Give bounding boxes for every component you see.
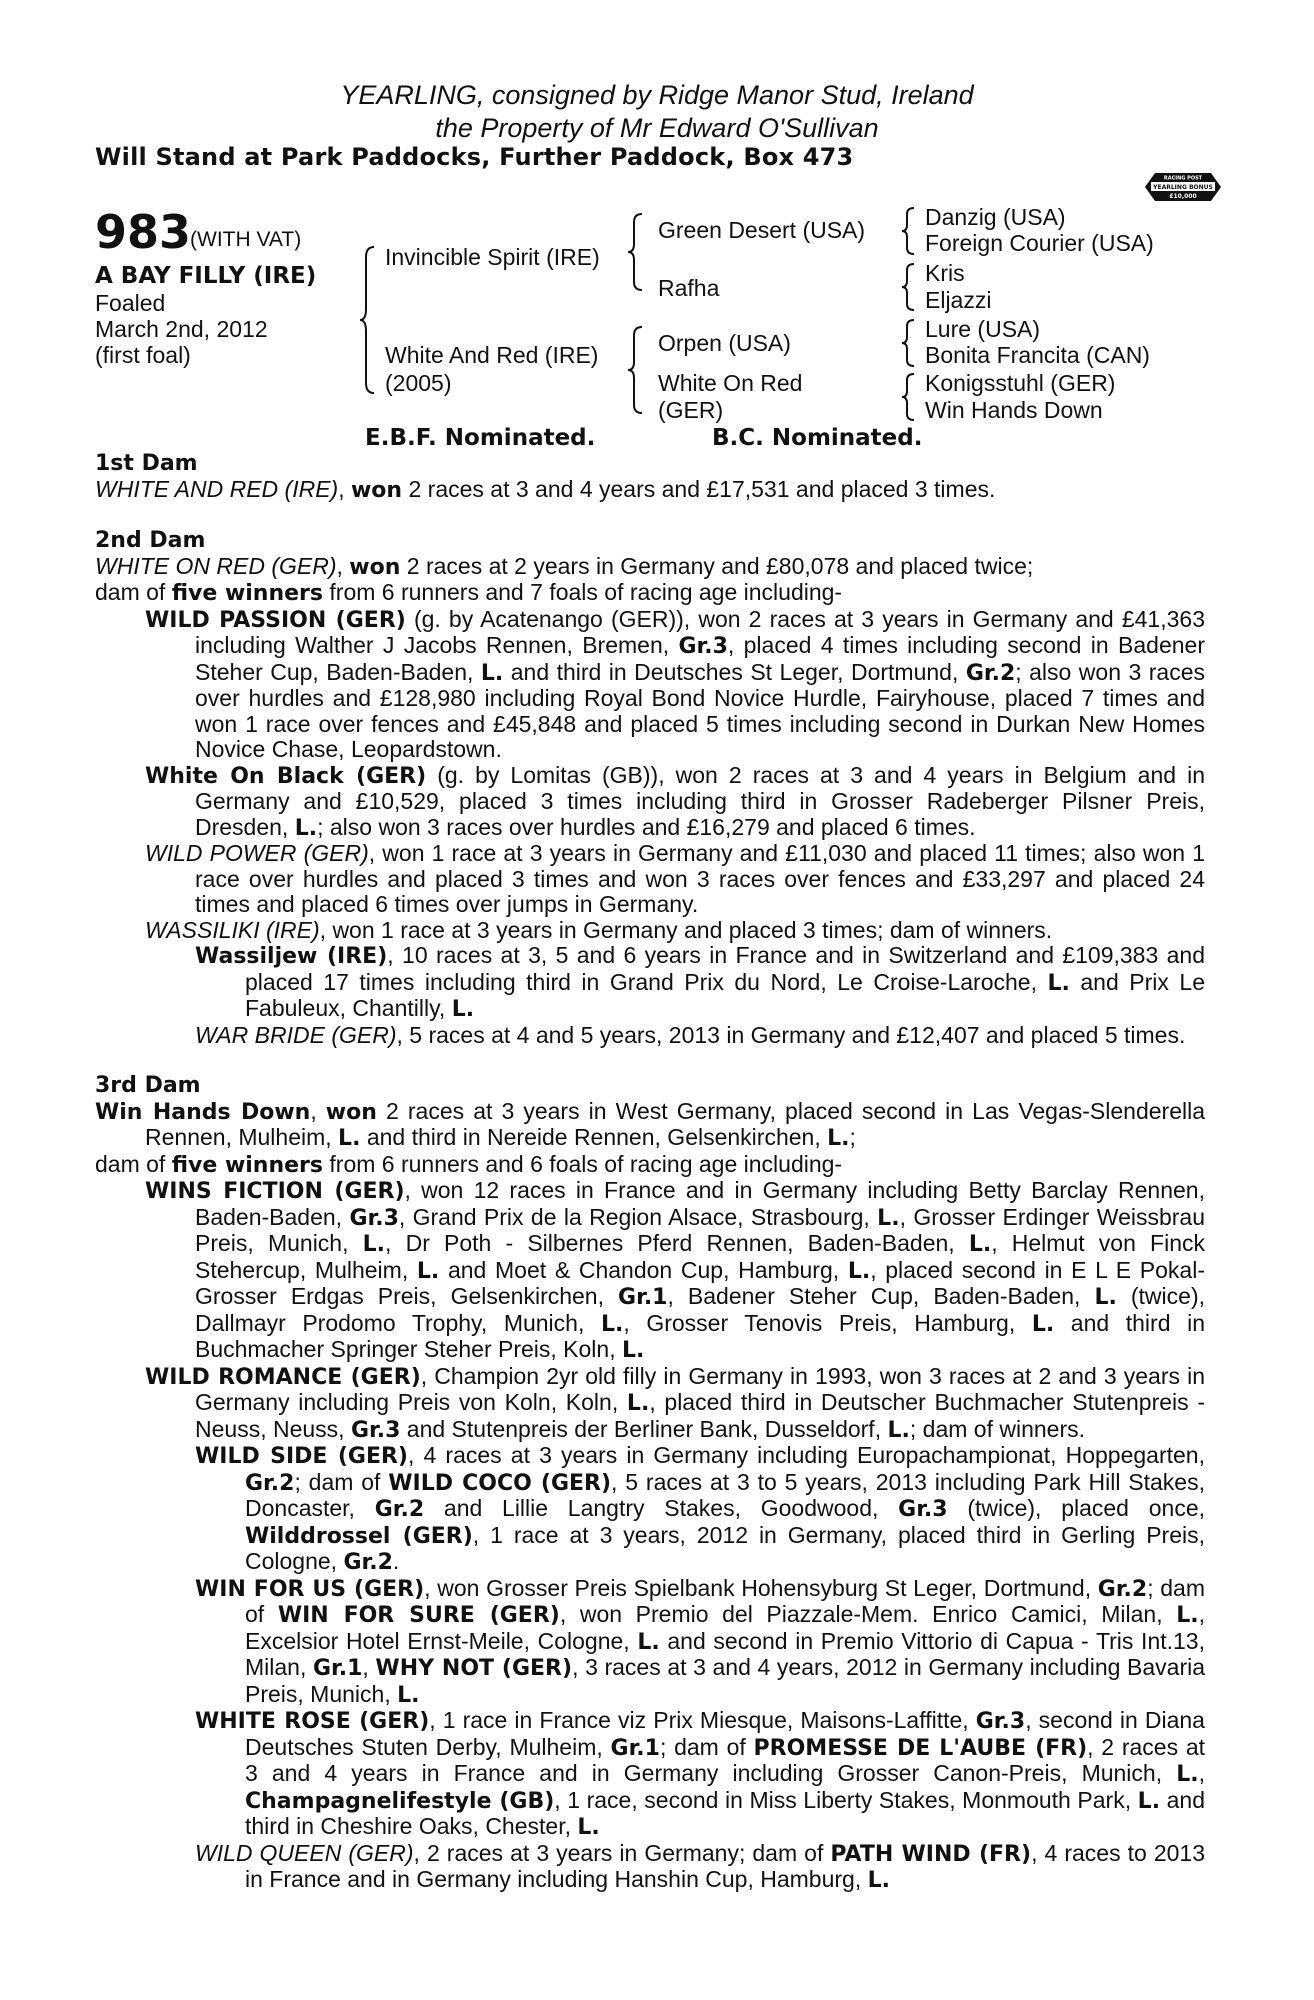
foaled-date: March 2nd, 2012 bbox=[95, 316, 268, 342]
third-dam-produce-summary: dam of five winners from 6 runners and 6 foals of racing age including- bbox=[95, 1150, 843, 1178]
bracket-dd bbox=[902, 372, 918, 422]
bracket-dam bbox=[628, 325, 648, 415]
bracket-ds bbox=[902, 318, 918, 368]
sire-name: Invincible Spirit (IRE) bbox=[385, 244, 600, 270]
sd-dam: Eljazzi bbox=[925, 287, 992, 313]
dam-dam-line1: White On Red bbox=[658, 370, 803, 396]
dd-dam: Win Hands Down bbox=[925, 397, 1103, 423]
produce-wild-romance: WILD ROMANCE (GER), Champion 2yr old filly in Germany in 1993, won 3 races at 2 and 3 years in Germany including Preis von Koln, Koln, L., placed third in Deutscher Buchmacher Stutenpreis - Neuss, Neuss, Gr.3 and Stutenpreis der Berliner Bank, Dusseldorf, L.; dam of winners. bbox=[145, 1362, 1205, 1443]
produce-wins-fiction: WINS FICTION (GER), won 12 races in France and in Germany including Betty Barclay Rennen, Baden-Baden, Gr.3, Grand Prix de la Region Alsace, Strasbourg, L., Grosser Erdinger Weissbrau Preis, Munich, L., Dr Poth - Silbernes Pferd Rennen, Baden-Baden, L., Helmut von Finck Stehercup, Mulheim, L. and Moet & Chandon Cup, Hamburg, L., placed second in E L E Pokal-Grosser Erdgas Preis, Gelsenkirchen, Gr.1, Badener Steher Cup, Baden-Baden, L. (twice), Dallmayr Prodomo Trophy, Munich, L., Grosser Tenovis Preis, Hamburg, L. and third in Buchmacher Springer Steher Preis, Koln, L. bbox=[145, 1177, 1206, 1363]
produce-wild-queen: WILD QUEEN (GER), 2 races at 3 years in Germany; dam of PATH WIND (FR), 4 races to 2013 in France and in Germany including Hanshin Cup, Hamburg, L. bbox=[195, 1839, 1205, 1893]
yearling-bonus-badge bbox=[1143, 167, 1223, 207]
sd-sire: Kris bbox=[925, 260, 965, 286]
badge-amount-text: £10,000 bbox=[1169, 193, 1197, 200]
sire-dam: Rafha bbox=[658, 275, 720, 301]
bracket-main bbox=[360, 245, 380, 395]
bracket-ss bbox=[902, 206, 918, 256]
second-dam-heading: 2nd Dam bbox=[95, 528, 206, 553]
dam-dam-line2: (GER) bbox=[658, 397, 724, 423]
dd-sire: Konigsstuhl (GER) bbox=[925, 370, 1116, 396]
foaled-label: Foaled bbox=[95, 290, 166, 316]
ss-dam: Foreign Courier (USA) bbox=[925, 230, 1154, 256]
dam-year: (2005) bbox=[385, 370, 452, 396]
first-dam-record: WHITE AND RED (IRE), won 2 races at 3 and 4 years and £17,531 and placed 3 times. bbox=[95, 475, 996, 503]
badge-top-text: RACING POST bbox=[1163, 175, 1203, 182]
bracket-sd bbox=[902, 262, 918, 312]
bc-nominated: B.C. Nominated. bbox=[712, 425, 923, 451]
vat-label: (WITH VAT) bbox=[190, 228, 302, 251]
produce-wassiliki: WASSILIKI (IRE), won 1 race at 3 years in Germany and placed 3 times; dam of winners. bbox=[145, 916, 1053, 943]
produce-wild-side: WILD SIDE (GER), 4 races at 3 years in Germany including Europachampionat, Hoppegarten, Gr.2; dam of WILD COCO (GER), 5 races at 3 to 5 years, 2013 including Park Hill Stakes, Doncaster, Gr.2 and Lillie Langtry Stakes, Goodwood, Gr.3 (twice), placed once, Wilddrossel (GER), 1 race at 3 years, 2012 in Germany, placed third in Gerling Preis, Cologne, Gr.2. bbox=[195, 1442, 1205, 1575]
first-dam-heading: 1st Dam bbox=[95, 451, 198, 476]
lot-number: 983 bbox=[95, 205, 192, 259]
ebf-nominated: E.B.F. Nominated. bbox=[365, 425, 596, 451]
ds-sire: Lure (USA) bbox=[925, 316, 1041, 342]
ss-sire: Danzig (USA) bbox=[925, 204, 1066, 230]
produce-wild-power: WILD POWER (GER), won 1 race at 3 years in Germany and £11,030 and placed 11 times; also won 1 race over hurdles and placed 3 times and won 3 races over fences and £33,297 and placed 24 times and placed 6 times over jumps in Germany. bbox=[145, 840, 1205, 917]
third-dam-heading: 3rd Dam bbox=[95, 1073, 201, 1098]
dam-sire: Orpen (USA) bbox=[658, 330, 791, 356]
produce-white-on-black: White On Black (GER) (g. by Lomitas (GB)), won 2 races at 3 and 4 years in Belgium and in Germany and £10,529, placed 3 times including third in Grosser Radeberger Pilsner Preis, Dresden, L.; also won 3 races over hurdles and £16,279 and placed 6 times. bbox=[145, 761, 1205, 841]
second-dam-produce-summary: dam of five winners from 6 runners and 7 foals of racing age including- bbox=[95, 579, 843, 606]
third-dam-record: Win Hands Down, won 2 races at 3 years in West Germany, placed second in Las Vegas-Slenderella Rennen, Mulheim, L. and third in Nereide Rennen, Gelsenkirchen, L.; bbox=[95, 1097, 1206, 1151]
produce-record bbox=[95, 451, 1205, 1894]
produce-wassiljew: Wassiljew (IRE), 10 races at 3, 5 and 6 years in France and in Switzerland and £109,383 and placed 17 times including third in Grand Prix du Nord, Le Croise-Laroche, L. and Prix Le Fabuleux, Chantilly, L. bbox=[195, 942, 1205, 1022]
stand-location: Will Stand at Park Paddocks, Further Paddock, Box 473 bbox=[95, 143, 854, 171]
produce-white-rose: WHITE ROSE (GER), 1 race in France viz Prix Miesque, Maisons-Laffitte, Gr.3, second in Diana Deutsches Stuten Derby, Mulheim, Gr.1; dam of PROMESSE DE L'AUBE (FR), 2 races at 3 and 4 years in France and in Germany including Grosser Canon-Preis, Munich, L., Champagnelifestyle (GB), 1 race, second in Miss Liberty Stakes, Monmouth Park, L. and third in Cheshire Oaks, Chester, L. bbox=[195, 1707, 1206, 1840]
produce-war-bride: WAR BRIDE (GER), 5 races at 4 and 5 years, 2013 in Germany and £12,407 and placed 5 times. bbox=[195, 1021, 1186, 1048]
dam-name: White And Red (IRE) bbox=[385, 342, 599, 368]
ds-dam: Bonita Francita (CAN) bbox=[925, 342, 1150, 368]
produce-wild-passion: WILD PASSION (GER) (g. by Acatenango (GER)), won 2 races at 3 years in Germany and £41,363 including Walther J Jacobs Rennen, Bremen, Gr.3, placed 4 times including second in Badener Steher Cup, Baden-Baden, L. and third in Deutsches St Leger, Dortmund, Gr.2; also won 3 races over hurdles and £128,980 including Royal Bond Novice Hurdle, Fairyhouse, placed 7 times and won 1 race over fences and £45,848 and placed 5 times including second in Durkan New Homes Novice Chase, Leopardstown. bbox=[145, 605, 1205, 762]
second-dam-record: WHITE ON RED (GER), won 2 races at 2 years in Germany and £80,078 and placed twice; bbox=[95, 552, 1034, 580]
foal-note: (first foal) bbox=[95, 342, 191, 368]
consignor-line: YEARLING, consigned by Ridge Manor Stud, Ireland bbox=[340, 80, 974, 110]
sire-sire: Green Desert (USA) bbox=[658, 217, 866, 243]
badge-mid-text: YEARLING BONUS bbox=[1153, 184, 1213, 191]
property-line: the Property of Mr Edward O'Sullivan bbox=[435, 113, 879, 143]
lot-name: A BAY FILLY (IRE) bbox=[95, 263, 317, 289]
produce-win-for-us: WIN FOR US (GER), won Grosser Preis Spielbank Hohensyburg St Leger, Dortmund, Gr.2; dam of WIN FOR SURE (GER), won Premio del Piazzale-Mem. Enrico Camici, Milan, L., Excelsior Hotel Ernst-Meile, Cologne, L. and second in Premio Vittorio di Capua - Tris Int.13, Milan, Gr.1, WHY NOT (GER), 3 races at 3 and 4 years, 2012 in Germany including Bavaria Preis, Munich, L. bbox=[195, 1574, 1206, 1708]
bracket-sire bbox=[628, 212, 648, 292]
